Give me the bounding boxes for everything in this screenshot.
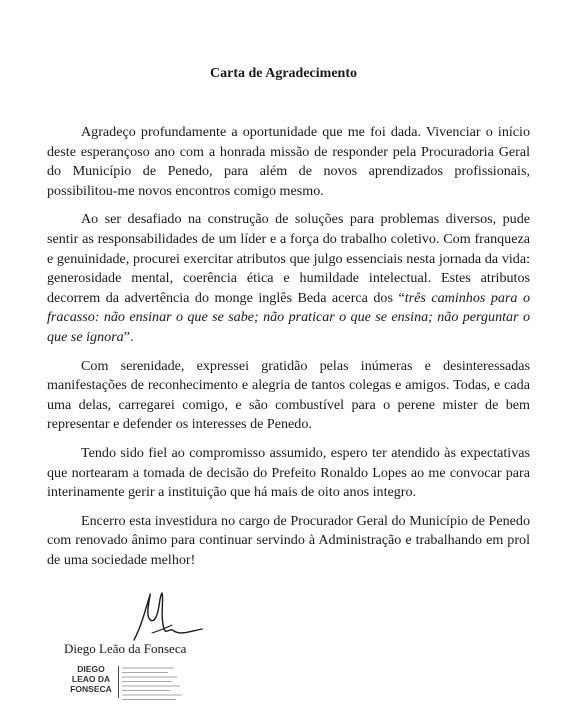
stamp-fine-print-lines	[122, 665, 186, 701]
paragraph-4: Tendo sido fiel ao compromisso assumido, espero ter atendido às expectativas que nortearam a tomada de decisão do Prefeito Ronaldo Lopes ao me convocar para interinamente gerir a instituição que há mais de oito anos integro.	[47, 444, 530, 501]
paragraph-5: Encerro esta investidura no cargo de Procurador Geral do Município de Penedo com renovado ânimo para continuar servindo à Administração e trabalhando em prol de uma sociedade melhor!	[47, 512, 530, 568]
signature-scribble	[124, 585, 214, 645]
beda-quote: três caminhos para o fracasso: não ensinar o que se sabe; não praticar o que se ensina; não perguntar o que se ignora	[47, 289, 531, 345]
paragraph-2-end: ”.	[123, 328, 134, 345]
handwritten-signature	[64, 585, 284, 645]
stamp-line-1: DIEGO	[77, 664, 105, 674]
letter-body	[47, 123, 530, 579]
signatory-name: Diego Leão da Fonseca	[64, 641, 187, 656]
paragraph-1: Agradeço profundamente a oportunidade que me foi dada. Vivenciar o início deste esperançoso ano com a honrada missão de responder pela Procuradoria Geral do Município de Penedo, para além de novos aprendizados profissionais, possibilitou-me novos encontros comigo mesmo.	[47, 124, 530, 199]
letter-title: Carta de Agradecimento	[210, 66, 357, 81]
stamp-fine-print	[122, 665, 186, 701]
stamp-line-2: LEAO DA	[71, 674, 111, 684]
paragraph-3: Com serenidade, expressei gratidão pelas inúmeras e desinteressadas manifestações de reconhecimento e alegria de tantos colegas e amigos. Todas, e cada uma delas, carregarei comigo, e são combustível para o perene mister de bem representar e defender os interesses de Penedo.	[47, 357, 530, 433]
paragraph-2	[47, 210, 530, 347]
stamp-name	[66, 664, 116, 694]
stamp-line-3: FONSECA	[70, 684, 112, 694]
stamp-divider	[118, 666, 119, 698]
signature-stamp	[66, 664, 186, 702]
paragraph-2-text: Ao ser desafiado na construção de soluções para problemas diversos, pude sentir as responsabilidades de um líder e a força do trabalho coletivo. Com franqueza e genuinidade, procurei exercitar atributos que julgo essenciais nesta jornada da vida: generosidade mental, coerência ética e humildade intelectual. Estes atributos decorrem da advertência do monge inglês Beda acerca dos “	[47, 211, 530, 306]
